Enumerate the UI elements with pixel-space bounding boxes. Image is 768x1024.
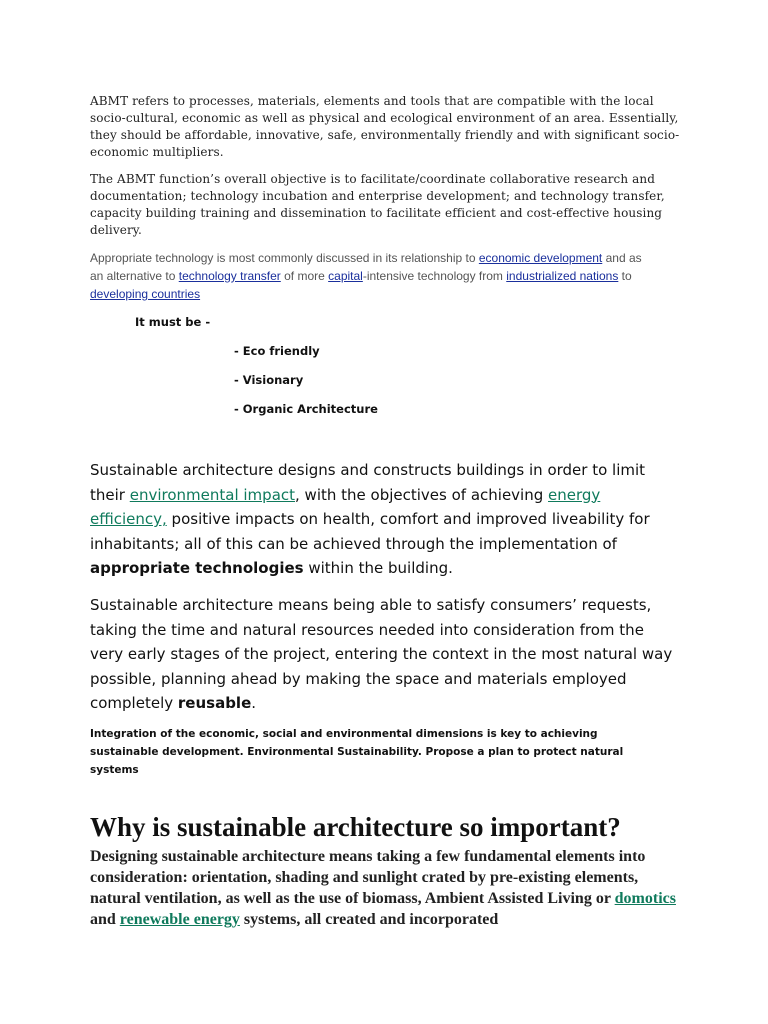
link-industrialized-nations[interactable]: industrialized nations bbox=[506, 269, 619, 283]
abmt-objective-paragraph: The ABMT function’s overall objective is to facilitate/coordinate collaborative research and documentation; technology incubation and enterprise development; and technology transfer, capacity building training and dissemination to facilitate efficient and cost-effective housing delivery. bbox=[90, 172, 665, 237]
integration-paragraph: Integration of the economic, social and environmental dimensions is key to achieving sustainable development. Environmental Sustainability. Propose a plan to protect natural systems bbox=[90, 728, 624, 776]
consumers-requests-paragraph: Sustainable architecture means being able to satisfy consumers’ requests, taking the time and natural resources needed into consideration from the very early stages of the project, entering the context in the most natural way possible, planning ahead by making the space and materials employed completely reusable. bbox=[90, 596, 673, 712]
must-be-item: - Organic Architecture bbox=[234, 402, 378, 416]
link-technology-transfer[interactable]: technology transfer bbox=[178, 269, 281, 283]
reusable-bold: reusable bbox=[177, 694, 252, 712]
section-heading: Why is sustainable architecture so important? bbox=[90, 812, 621, 842]
abmt-definition-paragraph: ABMT refers to processes, materials, elements and tools that are compatible with the local socio-cultural, economic as well as physical and ecological environment of an area. Essentially, they should be affordable, innovative, safe, environmentally friendly and with significant socio-economic multipliers. bbox=[90, 94, 680, 159]
link-economic-development[interactable]: economic development bbox=[478, 251, 603, 265]
link-environmental-impact[interactable]: environmental impact bbox=[129, 485, 296, 504]
must-be-heading: It must be - bbox=[135, 315, 211, 329]
link-energy-efficiency[interactable]: energy efficiency, bbox=[90, 485, 601, 528]
must-be-item: - Visionary bbox=[234, 373, 304, 387]
must-be-item: - Eco friendly bbox=[234, 344, 320, 358]
designing-sustainable-paragraph: Designing sustainable architecture means taking a few fundamental elements into consideration: orientation, shading and sunlight crated by pre-existing elements, natural ventilation, as well as the use of biomass, Ambient Assisted Living or domotics and renewable energy systems, all created and incorporated bbox=[90, 848, 676, 928]
sustainable-architecture-paragraph: Sustainable architecture designs and constructs buildings in order to limit their environmental impact, with the objectives of achieving energy efficiency, positive impacts on health, comfort and improved liveability for inhabitants; all of this can be achieved through the implementation of appropriate technologies within the building. bbox=[90, 461, 650, 577]
link-capital[interactable]: capital bbox=[328, 269, 363, 283]
link-renewable-energy[interactable]: renewable energy bbox=[119, 911, 240, 928]
link-developing-countries[interactable]: developing countries bbox=[90, 287, 201, 301]
appropriate-technology-paragraph: Appropriate technology is most commonly discussed in its relationship to economic development and as an alternative to technology transfer of more capital-intensive technology from industrialized nations to developing countries bbox=[90, 251, 642, 301]
link-domotics[interactable]: domotics bbox=[614, 890, 676, 907]
appropriate-technologies-bold: appropriate technologies bbox=[90, 559, 304, 577]
